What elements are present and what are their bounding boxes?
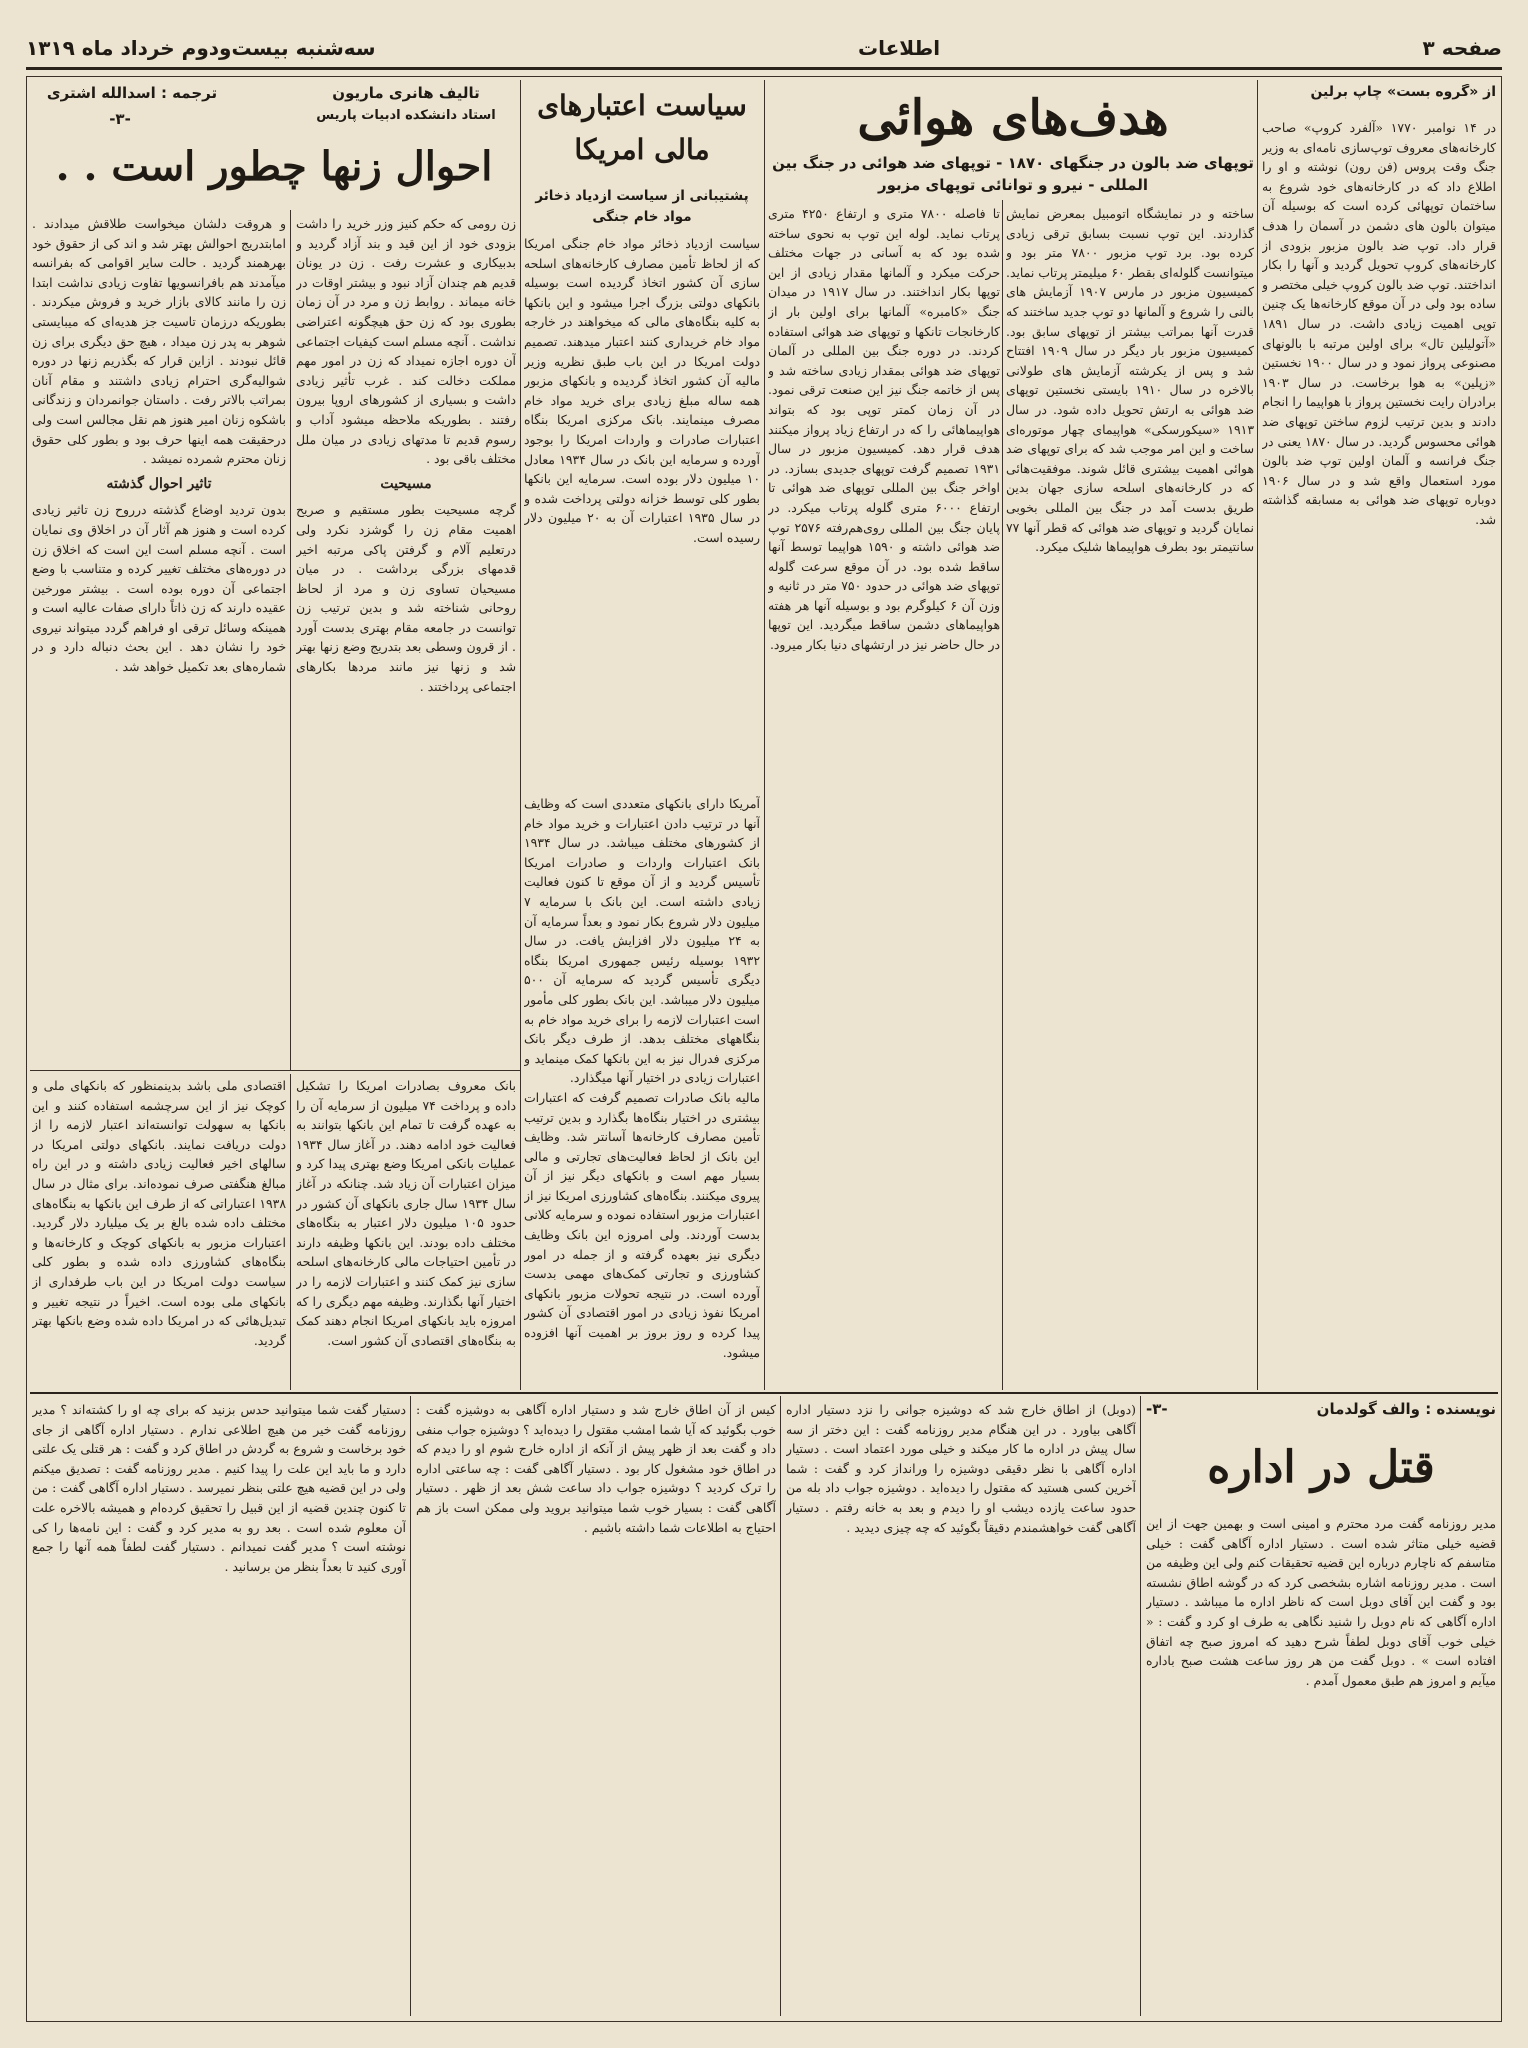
finance-col2-text: آمریکا دارای بانکهای متعددی است که وظایف آنها در ترتیب دادن اعتبارات و خرید مواد خام از کشورهای مختلف میباشد. در سال ۱۹۳۴ بانک اعتبارات واردات و صادرات امریکا تأسیس گردید و از آن موقع تا کنون فعالیت زیادی داشته است. این بانک با سرمایه ۷ میلیون دلار شروع بکار نمود و بعداً سرمایه آن به ۲۴ میلیون دلار افزایش یافت. در سال ۱۹۳۲ بوسیله رئیس جمهوری امریکا بنگاه دیگری تأسیس گردید که سرمایه آن ۵۰۰ میلیون دلار میباشد. این بانک بطور کلی مأمور است اعتبارات لازمه را برای خرید مواد خام به بنگاههای مختلف بدهد. از طرف دیگر بانک مرکزی فدرال نیز به این بانکها کمک مینماید و اعتبارات زیادی در اختیار آنها میگذارد. xyxy=(524,796,760,1086)
women-col2 xyxy=(32,214,286,1066)
finance-col1 xyxy=(524,234,760,790)
column-rule xyxy=(1257,80,1258,1390)
women-col2-text: و هروقت دلشان میخواست طلاقش میدادند . امابتدریج احوالش بهتر شد و اند کی از حقوق خود بهرهمند گردید . حالت سایر اقوامی که بفرانسه میآمدند هم بافرانسویها تفاوت زیادی نداشت ابتدا زن را مانند کالای بازار خرید و فروش میکردند . بطوریکه درزمان تاسیت جز هدیه‌ای که میبایستی شوهر به پدر زن میداد ، هیچ حق دیگری برای زن قائل نبودند . ازاین قرار که بگذریم زنها در دوره شوالیه‌گری احترام زیادی داشتند و مقام آنان بمراتب بالاتر رفت . داستان جوانمردان و زندگانی باشکوه زنان امیر هنوز هم نقل مجالس است ولی درحقیقت همه اینها حرف بود و بطور کلی حقوق زنان محترم شمرده نمیشد . xyxy=(32,216,286,467)
women-title-box xyxy=(32,134,516,206)
finance-title-box xyxy=(524,84,760,184)
airtargets-col1 xyxy=(1262,118,1496,1390)
women-translator-box xyxy=(32,84,232,108)
murder-col1-text: مدیر روزنامه گفت مرد محترم و امینی است و بهمین جهت از این قضیه خیلی متاثر شده است . دستیار اداره آگاهی گفت : خیلی متاسفم که ناچارم درباره این قضیه تحقیقات کنم ولی این وظیفه من است . مدیر روزنامه اشاره بشخصی کرد که در گوشه اطاق نشسته بود و گفت این آقای دوبل است که ناظر اداره ما میباشد . دستیار اداره آگاهی که نام دوبل را شنید نگاهی به طرف او کرد و گفت : « خیلی خوب آقای دوبل لطفاً شرح دهید که امروز صبح چه اتفاق افتاده است » . دوبل گفت من هر روز ساعت هشت صبح باداره میآیم و امروز هم طبق معمول آمدم . xyxy=(1146,1516,1496,1688)
airtargets-title: هدف‌های هوائی xyxy=(857,90,1169,146)
women-title: احوال زنها چطور است . . xyxy=(55,143,493,190)
women-col2b-text: بدون تردید اوضاع گذشته درروح زن تاثیر زیادی کرده است و هنوز هم آثار آن در اخلاق وی نمایان است . آنچه مسلم است این است که اخلاق زن در دوره‌های مختلف تغییر کرده و متناسب با وضع اجتماعی آن دوره بوده است . بیشتر مورخین عقیده دارند که زن ذاتاً دارای صفات عالیه است و همینکه وسائل ترقی او فراهم گردد میتواند نیروی خود را نشان دهد . این بحث دنباله دارد و در شماره‌های بعد تکمیل خواهد شد . xyxy=(32,502,286,675)
airtargets-col2-text: ساخته و در نمایشگاه اتومبیل بمعرض نمایش گذاردند. این توپ نسبت بسابق ترقی زیادی کرده بود. برد توپ مزبور ۷۸۰۰ متر بود و میتوانست گلوله‌ای بقطر ۶۰ میلیمتر پرتاب نماید. کمیسیون مزبور در مارس ۱۹۰۷ آزمایش های بالنی را شروع و آلمانها دو توپ جدید ساختند که قدرت آنها بمراتب بیشتر از توپهای سابق بود. کمیسیون مزبور بار دیگر در سال ۱۹۰۹ افتتاح شد و پس از یکرشته آزمایش های طولانی بالاخره در سال ۱۹۱۰ بایستی نخستین توپهای ضد هوائی به ارتش تحویل داده شود. در سال ۱۹۱۳ «سیکورسکی» هواپیمای چهار موتوره‌ای ساخت و این امر موجب شد که برای توپهای ضد هوائی اهمیت بیشتری قائل شوند. موفقیت‌هائی که در کارخانه‌های اسلحه سازی جهان بدین طریق بدست آمد در جنگ بین المللی بخوبی نمایان گردید و توپهای ضد هوائی که قطر آنها ۷۷ سانتیمتر بود بطرف هواپیماها شلیک میکرد. xyxy=(1006,206,1254,555)
women-col1b-text: گرچه مسیحیت بطور مستقیم و صریح اهمیت مقام زن را گوشزد نکرد ولی درتعلیم آلام و گرفتن پاکی مرتبه اخیر قدمهای بزرگی برداشت . در میان مسیحیان تساوی زن و مرد از لحاظ روحانی شناخته شد و بدین ترتیب زن توانست در جامعه مقام بهتری بدست آورد . از قرون وسطی بعد بتدریج وضع زنها بهتر شد و زنها نیز مانند مردها بکارهای اجتماعی پرداختند . xyxy=(296,502,516,694)
airtargets-subtitle-box xyxy=(770,152,1256,198)
murder-part: -۳- xyxy=(1146,1400,1168,1418)
women-part-box xyxy=(60,110,180,132)
column-rule xyxy=(520,80,521,1390)
airtargets-source xyxy=(1262,84,1496,114)
finance-lower-col3-flow: مالیه بانک صادرات تصمیم گرفت که اعتبارات بیشتری در اختیار بنگاه‌ها بگذارد و بدین ترتیب تأمین مصارف کارخانه‌ها آسانتر شد. وظایف این بانک از لحاظ فعالیت‌های تجارتی و مالی بسیار مهم است و بانکهای دیگر نیز از آن پیروی میکنند. بنگاه‌های کشاورزی امریکا نیز از اعتبارات مزبور استفاده نموده و سرمایه کلانی بدست آوردند. ولی امروزه این بانک وظایف دیگری نیز بعهده گرفته و از جمله در امور کشاورزی و تجارتی کمک‌های مهمی بدست آورده است. در نتیجه تحولات مزبور بانکهای امریکا نفوذ زیادی در امور اقتصادی آن کشور پیدا کرده و روز بروز بر اهمیت آنها افزوده میشود. xyxy=(524,1089,760,1360)
column-rule xyxy=(1140,1396,1141,2016)
finance-subtitle-box xyxy=(524,186,760,230)
women-author-title: استاد دانشکده ادبیات پاریس xyxy=(316,108,496,123)
murder-col4-text: دستیار گفت شما میتوانید حدس بزنید که برای چه او را کشته‌اند ؟ مدیر روزنامه گفت خیر من هیچ اطلاعی ندارم . دستیار اداره آگاهی از جای خود برخاست و شروع به گردش در اطاق کرد و گفت : هر قتلی یک علتی دارد و ما باید این علت را پیدا کنیم . مدیر روزنامه گفت : تصدیق میکنم ولی در این قضیه هیچ علتی بنظر نمیرسد . دستیار اداره آگاهی گفت : من تا کنون چندین قضیه از این قبیل را تحقیق کرده‌ام و همیشه بالاخره علت آن معلوم شده است . بعد رو به مدیر کرد و گفت : این نامه‌ها را کی نوشته است ؟ مدیر گفت نمیدانم . دستیار گفت لطفاً همه آنها را جمع آوری کنید تا بعداً بنظر من برسانید . xyxy=(32,1402,406,1574)
women-author-title-box xyxy=(296,108,516,132)
murder-col3 xyxy=(416,1400,776,2016)
murder-col1 xyxy=(1146,1514,1496,2016)
masthead-page-number: صفحه ۳ xyxy=(1422,35,1502,60)
murder-title-box xyxy=(1146,1432,1496,1508)
masthead-date: سه‌شنبه بیست‌ودوم خرداد ماه ۱۳۱۹ xyxy=(26,35,376,60)
column-rule xyxy=(290,210,291,1070)
column-rule xyxy=(1002,200,1003,1390)
section-rule xyxy=(30,1070,520,1071)
finance-col2 xyxy=(524,794,760,1390)
murder-header-row xyxy=(1146,1400,1496,1428)
finance-title: سیاست اعتبارهای مالی امریکا xyxy=(537,89,747,166)
airtargets-subtitle: توپهای ضد بالون در جنگهای ۱۸۷۰ - توپهای ضد هوائی در جنگ بین المللی - نیرو و توانائی توپهای مزبور xyxy=(772,154,1254,194)
women-translator: ترجمه : اسدالله اشتری xyxy=(46,84,218,102)
women-heading-christian: مسیحیت xyxy=(380,475,432,492)
column-rule xyxy=(764,80,765,1390)
column-rule xyxy=(290,1074,291,1390)
women-author: تالیف هانری ماریون xyxy=(332,84,480,102)
finance-lower-col2 xyxy=(296,1076,516,1388)
airtargets-col2 xyxy=(1006,204,1254,1390)
finance-subtitle: پشتیبانی از سیاست ازدیاد ذخائر مواد خام جنگی xyxy=(535,188,749,225)
masthead xyxy=(26,28,1502,70)
airtargets-col3-text: تا فاصله ۷۸۰۰ متری و ارتفاع ۴۲۵۰ متری پرتاب نماید. لوله این توپ به نحوی ساخته شده بود که به آسانی در جهات مختلف حرکت میکرد و آلمانها مقدار زیادی از این توپها بکار انداختند. در سال ۱۹۱۷ در میدان جنگ «کامبره» آلمانها برای اولین بار از کارخانجات تانکها و توپهای ضد هوائی استفاده کردند. در دوره جنگ بین المللی در آلمان توپهای ضد هوائی بمقدار زیادی ساخته شد و پس از خاتمه جنگ نیز این صنعت ترقی نمود. در آن زمان کمتر توپی بود که بتواند هواپیماهائی را که در ارتفاع زیاد پرواز میکنند هدف قرار دهد. کمیسیون مزبور در سال ۱۹۳۱ تصمیم گرفت توپهای جدیدی بسازد. در اواخر جنگ بین المللی توپهای ضد هوائی تا ارتفاع ۶۰۰۰ متری گلوله پرتاب میکرد. در پایان جنگ بین المللی روی‌هم‌رفته ۲۵۷۶ توپ ضد هوائی داشته و ۱۵۹۰ هواپیما توسط آنها ساقط شده بود. در آن موقع سرعت گلوله توپهای ضد هوائی در حدود ۷۵۰ متر در ثانیه و وزن آن ۶ کیلوگرم بود و بوسیله آنها هر هفته هواپیماهای دشمن ساقط میگردید. این توپها در حال حاضر نیز در ارتشهای دنیا بکار میرود. xyxy=(768,206,1000,653)
section-rule xyxy=(30,1392,1498,1394)
finance-lower-col1 xyxy=(32,1076,286,1388)
finance-lower-col1-text: اقتصادی ملی باشد بدینمنظور که بانکهای ملی و کوچک نیز از این سرچشمه استفاده کنند و این بانکها به سهولت توانسته‌اند اعتبار لازمه را از دولت دریافت نمایند. بانکهای دولتی امریکا در سالهای اخیر فعالیت زیادی داشته و در این راه مبالغ هنگفتی صرف نموده‌اند. برای مثال در سال ۱۹۳۸ اعتباراتی که از طرف این بانکها به بنگاه‌های مختلف داده شده بالغ بر یک میلیارد دلار گردید. اعتبارات مزبور به بانکهای کوچک و کارخانه‌ها و بنگاه‌های کشاورزی داده شده و بطور کلی سیاست دولت امریکا در این باب طرفداری از بانکهای ملی بوده است. اخیراً در نتیجه تغییر و تبدیل‌هائی که در امریکا داده شده وضع بانکها بهتر گردید. xyxy=(32,1078,286,1348)
airtargets-source-text: از «گروه بست» چاپ برلین xyxy=(1310,84,1496,100)
murder-col2-text: (دوبل) از اطاق خارج شد که دوشیزه جوانی را نزد دستیار اداره آگاهی بیاورد . در این هنگام مدیر روزنامه گفت : این دختر از سه سال پیش در اداره ما کار میکند و خیلی مورد اعتماد است . دستیار اداره آگاهی با نظر دقیقی دوشیزه را ورانداز کرد و گفت : شما آخرین کسی هستید که مقتول را دیده‌اید . دوشیزه جواب داد بله من حدود ساعت یازده دیشب او را دیدم و بعد به خانه رفتم . دستیار آگاهی گفت خواهشمندم دقیقاً بگوئید که چه چیزی دیدید . xyxy=(786,1402,1136,1535)
airtargets-col1-text: در ۱۴ نوامبر ۱۷۷۰ «آلفرد کروپ» صاحب کارخانه‌های معروف توپ‌سازی نامه‌ای به وزیر جنگ وقت پروس (فن رون) نوشته و او را اطلاع داد که در کارخانه‌های خود شروع به ساختمان توپهائی کرده است که بوسیله آن میتوان بالون های دشمن در آسمان را هدف قرار داد. توپ ضد بالون مزبور بزودی از کارخانه‌های کروپ تحویل گردید و آنها را بکار انداختند. توپ ضد بالون کروپ خیلی مختصر و ساده بود ولی در آن موقع کارخانه‌ها یک چنین توپی اهمیت زیادی داشت. در سال ۱۸۹۱ «آتولیلین تال» برای اولین مرتبه با بالونهای مصنوعی پرواز نمود و در سال ۱۹۰۰ نخستین «زپلین» به هوا برخاست. در سال ۱۹۰۳ برادران رایت نخستین پرواز با هواپیما را انجام دادند و بدین ترتیب لزوم ساختن توپهای ضد هوائی محسوس گردید. در سال ۱۸۷۰ یعنی در جنگ فرانسه و آلمان اولین توپ ضد بالون مورد استعمال واقع شد و در سال ۱۹۰۶ دوباره توپهای ضد هوائی به مسابقه گذاشته شد. xyxy=(1262,120,1496,527)
women-author-box xyxy=(296,84,516,108)
finance-lower-col2-text: بانک معروف بصادرات امریکا را تشکیل داده و پرداخت ۷۴ میلیون از سرمایه آن را به عهده گرفت تا تمام این بانکها بتوانند به فعالیت خود ادامه دهند. در آغاز سال ۱۹۳۴ عملیات بانکی امریکا وضع بهتری پیدا کرد و میزان اعتبارات آن زیاد شد. چنانکه در آغاز سال ۱۹۳۴ سال جاری بانکهای آن کشور در حدود ۱۰۵ میلیون دلار اعتبار به بنگاه‌های مختلف داده بودند. این بانکها وظیفه دارند در تأمین احتیاجات مالی کارخانه‌های اسلحه سازی نیز کمک کنند و اعتبارات لازمه را در اختیار آنها بگذارند. وظیفه مهم دیگری را که امروزه باید بانکهای امریکا انجام دهند کمک به بنگاه‌های اقتصادی آن کشور است. xyxy=(296,1078,516,1348)
women-col1-text: زن رومی که حکم کنیز وزر خرید را داشت بزودی خود از این قید و بند آزاد گردید و بدبیکاری و عشرت رفت . زن در یونان قدیم هم چندان آزاد نبود و بیشتر اوقات در خانه میماند . روابط زن و مرد در آن زمان بطوری بود که زن حق هیچگونه اعتراضی نداشت . آنچه مسلم است کیفیات اجتماعی آن دوره اجازه نمیداد که زن در امور مهم مملکت دخالت کند . غرب تأثیر زیادی داشت و بسیاری از کشورهای اروپا بیرون رفتند . بطوریکه ملاحظه میشود آداب و رسوم قدیم تا مدتهای زیادی در میان ملل مختلف باقی بود . xyxy=(296,216,516,467)
women-part: -۳- xyxy=(109,110,131,128)
airtargets-title-box xyxy=(770,86,1256,152)
finance-col1-text: سیاست ازدیاد ذخائر مواد خام جنگی امریکا که از لحاظ تأمین مصارف کارخانه‌های اسلحه سازی آن کشور اتخاذ گردیده است بوسیله بانکهای دولتی بزرگ اجرا میشود و این بانکها به کلیه بنگاه‌های مالی که میخواهند در خارجه مواد خام خریداری کنند اعتبار میدهند. تصمیم دولت امریکا در این باب طبق نظریه وزیر مالیه آن کشور اتخاذ گردیده و بانکهای مزبور همه ساله مبلغ زیادی برای خرید مواد خام مصرف مینمایند. بانک مرکزی امریکا بنگاه اعتبارات صادرات و واردات امریکا را بوجود آورده و سرمایه این بانک در سال ۱۹۳۴ معادل ۱۰ میلیون دلار بوده است. سرمایه این بانکها بطور کلی توسط خزانه دولتی پرداخت شده و در سال ۱۹۳۵ اعتبارات آن به ۲۰ میلیون دلار رسیده است. xyxy=(524,236,760,545)
murder-col3-text: کیس از آن اطاق خارج شد و دستیار اداره آگاهی به دوشیزه گفت : خوب بگوئید که آیا شما امشب مقتول را دیده‌اید ؟ دوشیزه جواب منفی داد و گفت بعد از ظهر پیش از آنکه از اداره خارج شوم او را دیدم که در اطاق خود مشغول کار بود . دستیار آگاهی گفت : چه ساعتی اداره را ترک کردید ؟ دوشیزه جواب داد ساعت شش بعد از ظهر . دستیار آگاهی گفت : بسیار خوب شما میتوانید بروید ولی ممکن است باز هم احتیاج به اطلاعات شما داشته باشیم . xyxy=(416,1402,776,1535)
murder-col2 xyxy=(786,1400,1136,2016)
column-rule xyxy=(780,1396,781,2016)
column-rule xyxy=(410,1396,411,2016)
murder-author: نویسنده : والف گولدمان xyxy=(1316,1400,1496,1418)
women-col1 xyxy=(296,214,516,1066)
murder-title: قتل در اداره xyxy=(1207,1442,1435,1493)
masthead-paper-name: اطلاعات xyxy=(857,35,941,60)
murder-col4 xyxy=(32,1400,406,2016)
airtargets-col3 xyxy=(768,204,1000,1390)
women-heading-effect: تاثیر احوال گذشته xyxy=(106,475,212,492)
